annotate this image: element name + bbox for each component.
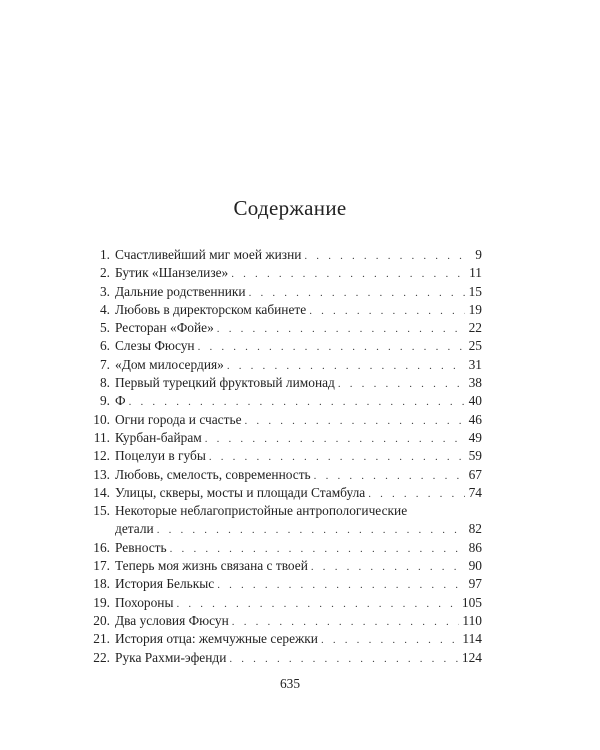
toc-entry (78, 319, 482, 337)
chapter-title: Огни города и счастье (115, 411, 242, 427)
page-number: 15 (468, 283, 482, 299)
dot-leader (205, 430, 465, 448)
chapter-title: Любовь, смелость, современность (115, 466, 311, 482)
chapter-title: Два условия Фюсун (115, 612, 229, 628)
chapter-number: 2. (99, 265, 110, 281)
toc-entry (78, 429, 482, 447)
dot-leader (304, 247, 465, 265)
toc-entry (78, 484, 482, 502)
page-number: 74 (468, 484, 482, 500)
chapter-title: Теперь моя жизнь связана с твоей (115, 558, 308, 574)
dot-leader (368, 485, 465, 503)
chapter-title: детали (115, 521, 154, 537)
chapter-number: 6. (99, 338, 110, 354)
dot-leader (249, 284, 465, 302)
toc-entry (78, 539, 482, 557)
dot-leader (157, 521, 465, 539)
chapter-number: 14. (93, 484, 110, 500)
chapter-title: Слезы Фюсун (115, 338, 195, 354)
chapter-number: 8. (99, 375, 110, 391)
chapter-number: 11. (93, 429, 110, 445)
chapter-number: 9. (99, 393, 110, 409)
chapter-number: 18. (93, 576, 110, 592)
page-number: 59 (468, 448, 482, 464)
chapter-number: 1. (99, 247, 110, 262)
chapter-number: 5. (99, 320, 110, 336)
dot-leader (176, 595, 458, 613)
page-number: 105 (461, 594, 482, 610)
toc-entry (78, 575, 482, 593)
toc-entry (78, 557, 482, 575)
page-title: Содержание (233, 196, 347, 220)
dot-leader (245, 412, 465, 430)
page-number: 49 (468, 429, 482, 445)
page-number: 97 (468, 576, 482, 592)
dot-leader (170, 540, 465, 558)
toc-entry (78, 466, 482, 484)
dot-leader (229, 650, 459, 668)
toc-entry (78, 337, 482, 355)
toc-entry (78, 594, 482, 612)
toc-entry (78, 392, 482, 410)
dot-leader (209, 448, 465, 466)
toc-entry (78, 301, 482, 319)
page-number: 40 (468, 393, 482, 409)
toc-entry (78, 447, 482, 465)
chapter-title: Первый турецкий фруктовый лимонад (115, 375, 335, 391)
toc-entry (78, 374, 482, 392)
page-number: 25 (468, 338, 482, 354)
dot-leader (217, 320, 465, 338)
dot-leader (227, 357, 465, 375)
chapter-number: 15. (93, 503, 110, 519)
chapter-number: 10. (93, 411, 110, 427)
chapter-title: Счастливейший миг моей жизни (115, 247, 302, 262)
page-number: 31 (468, 356, 482, 372)
toc-entry (78, 411, 482, 429)
chapter-number: 19. (93, 594, 110, 610)
dot-leader (129, 393, 465, 411)
page-number: 90 (468, 558, 482, 574)
toc-entry (78, 612, 482, 630)
chapter-number: 13. (93, 466, 110, 482)
page-number: 86 (468, 539, 482, 555)
page-number: 67 (468, 466, 482, 482)
page-number: 11 (469, 265, 482, 281)
chapter-title: Бутик «Шанзелизе» (115, 265, 229, 281)
page-number: 46 (468, 411, 482, 427)
chapter-title: «Дом милосердия» (115, 356, 224, 372)
toc-entry (78, 630, 482, 648)
page-folio: 635 (279, 676, 301, 691)
chapter-number: 7. (99, 356, 110, 372)
dot-leader (321, 631, 459, 649)
dot-leader (314, 467, 465, 485)
chapter-number: 21. (93, 631, 110, 647)
page-number: 38 (468, 375, 482, 391)
chapter-number: 20. (93, 612, 110, 628)
dot-leader (231, 265, 465, 283)
dot-leader (309, 302, 465, 320)
toc-entry (78, 264, 482, 282)
dot-leader (217, 576, 465, 594)
chapter-title: Дальние родственники (115, 283, 246, 299)
toc-entry (78, 283, 482, 301)
chapter-title: История отца: жемчужные сережки (115, 631, 318, 647)
chapter-title-line1: Некоторые неблагопристойные антропологические (115, 503, 408, 519)
page-number: 110 (462, 612, 482, 628)
toc-entry (78, 502, 482, 539)
chapter-title: Улицы, скверы, мосты и площади Стамбула (115, 484, 366, 500)
chapter-number: 3. (99, 283, 110, 299)
chapter-number: 16. (93, 539, 110, 555)
dot-leader (232, 613, 460, 631)
chapter-title: Ресторан «Фойе» (115, 320, 214, 336)
chapter-title: Ф (115, 393, 126, 409)
page-number: 124 (461, 649, 482, 665)
dot-leader (311, 558, 465, 576)
toc-entry (78, 246, 482, 264)
chapter-title: Любовь в директорском кабинете (115, 301, 307, 317)
chapter-number: 12. (93, 448, 110, 464)
chapter-title: Рука Рахми-эфенди (115, 649, 227, 665)
toc-entry (78, 356, 482, 374)
dot-leader (198, 338, 465, 356)
chapter-title: Поцелуи в губы (115, 448, 206, 464)
chapter-title: Курбан-байрам (115, 429, 202, 445)
chapter-number: 17. (93, 558, 110, 574)
toc-entry (78, 649, 482, 667)
chapter-title: Ревность (115, 539, 167, 555)
chapter-title: История Белькыс (115, 576, 215, 592)
chapter-title: Похороны (115, 594, 174, 610)
page-number: 114 (462, 631, 482, 647)
chapter-number: 22. (93, 649, 110, 665)
table-of-contents (78, 246, 482, 667)
page-number: 82 (468, 521, 482, 537)
page-number: 9 (475, 247, 482, 262)
page-number: 19 (468, 301, 482, 317)
dot-leader (338, 375, 465, 393)
page-number: 22 (468, 320, 482, 336)
chapter-number: 4. (99, 301, 110, 317)
